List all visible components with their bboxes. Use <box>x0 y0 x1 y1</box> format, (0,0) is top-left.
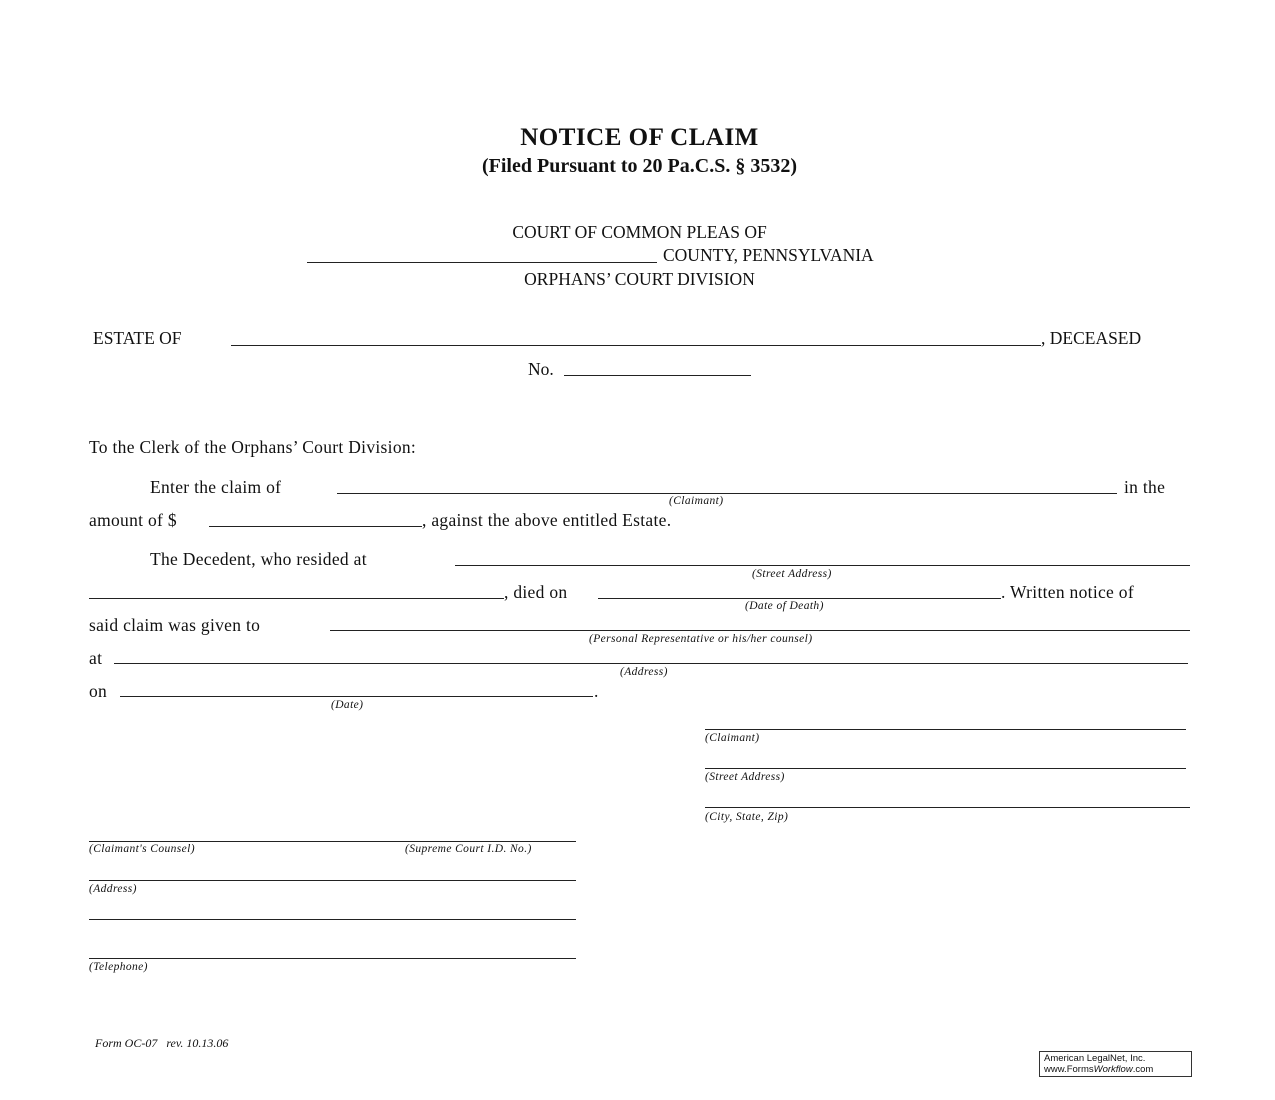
counsel-address-line <box>89 880 576 881</box>
case-number-field[interactable] <box>564 356 755 376</box>
county-label: COUNTY, PENNSYLVANIA <box>663 245 874 265</box>
county-field[interactable] <box>307 243 661 263</box>
supreme-court-id-caption: (Supreme Court I.D. No.) <box>405 843 532 855</box>
claimant-caption: (Claimant) <box>669 495 724 507</box>
died-on-text: , died on <box>504 582 568 602</box>
counsel-field[interactable] <box>89 820 580 840</box>
given-to-text: said claim was given to <box>89 615 261 635</box>
amount-field[interactable] <box>209 507 426 527</box>
vendor-name: American LegalNet, Inc. <box>1044 1053 1146 1064</box>
notice-address-caption: (Address) <box>620 666 668 678</box>
estate-name-field[interactable] <box>231 326 1045 346</box>
sig-city-caption: (City, State, Zip) <box>705 811 789 823</box>
written-notice-text: . Written notice of <box>1001 582 1134 602</box>
form-id: Form OC-07 rev. 10.13.06 <box>95 1036 229 1050</box>
estate-of-label: ESTATE OF <box>93 328 182 348</box>
court-name: COURT OF COMMON PLEAS OF <box>512 222 767 242</box>
at-text: at <box>89 648 103 668</box>
case-number-label: No. <box>528 359 554 379</box>
notice-date-field[interactable] <box>120 677 597 697</box>
sig-street-caption: (Street Address) <box>705 771 785 783</box>
personal-representative-caption: (Personal Representative or his/her counsel) <box>589 633 813 645</box>
sig-claimant-caption: (Claimant) <box>705 732 760 744</box>
counsel-address2-line <box>89 919 576 920</box>
vendor-url[interactable]: www.FormsWorkflow.com <box>1044 1064 1154 1075</box>
counsel-address-caption: (Address) <box>89 883 137 895</box>
counsel-telephone-field[interactable] <box>89 937 580 957</box>
counsel-line <box>89 841 576 842</box>
document-title: NOTICE OF CLAIM <box>520 124 759 151</box>
document-subtitle: (Filed Pursuant to 20 Pa.C.S. § 3532) <box>482 155 797 177</box>
personal-representative-field[interactable] <box>330 611 1194 631</box>
amount-of-text: amount of $ <box>89 510 177 530</box>
counsel-telephone-caption: (Telephone) <box>89 961 148 973</box>
date-of-death-field[interactable] <box>598 579 1005 599</box>
sig-claimant-line <box>705 729 1186 730</box>
in-the-text: in the <box>1124 477 1166 497</box>
sig-city-line <box>705 807 1190 808</box>
counsel-caption: (Claimant's Counsel) <box>89 843 195 855</box>
counsel-telephone-line <box>89 958 576 959</box>
street-address-caption: (Street Address) <box>752 568 832 580</box>
enter-claim-text: Enter the claim of <box>150 477 282 497</box>
sig-claimant-field[interactable] <box>705 708 1190 728</box>
decedent-resided-text: The Decedent, who resided at <box>150 549 367 569</box>
against-estate-text: , against the above entitled Estate. <box>422 510 672 530</box>
period: . <box>594 681 599 701</box>
counsel-address2-field[interactable] <box>89 898 580 918</box>
date-of-death-caption: (Date of Death) <box>745 600 824 612</box>
street-address-cont-field[interactable] <box>89 579 508 599</box>
notice-date-caption: (Date) <box>331 699 364 711</box>
counsel-address-field[interactable] <box>89 859 580 879</box>
notice-address-field[interactable] <box>114 644 1192 664</box>
salutation: To the Clerk of the Orphans’ Court Division: <box>89 437 417 457</box>
vendor-box <box>1039 1051 1192 1077</box>
sig-street-field[interactable] <box>705 747 1190 767</box>
claimant-field[interactable] <box>337 474 1121 494</box>
deceased-label: , DECEASED <box>1041 328 1142 348</box>
sig-street-line <box>705 768 1186 769</box>
sig-city-field[interactable] <box>705 786 1194 806</box>
street-address-field[interactable] <box>455 546 1194 566</box>
court-division: ORPHANS’ COURT DIVISION <box>524 269 755 289</box>
on-text: on <box>89 681 108 701</box>
